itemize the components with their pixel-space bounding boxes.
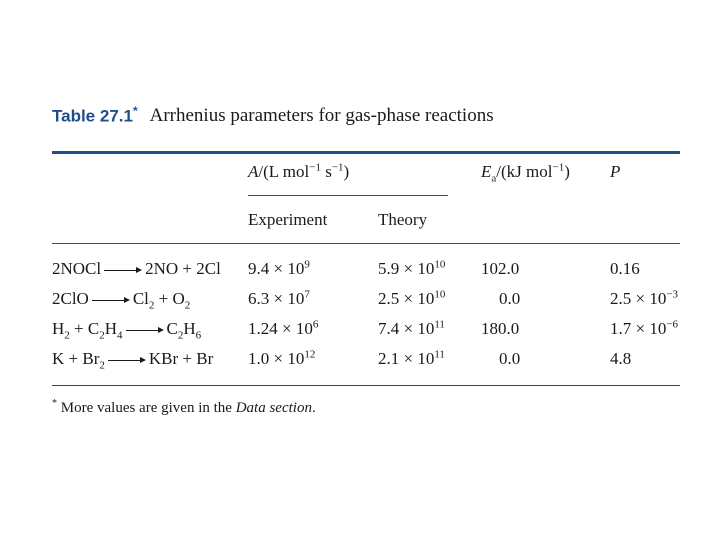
p-4: 4.8 — [610, 349, 632, 368]
header-experiment: Experiment — [248, 210, 328, 229]
table-caption — [52, 104, 494, 127]
ea-3: 180.0 — [481, 319, 520, 338]
reaction-4: $K + Br_2$ KBr + Br — [52, 349, 214, 372]
reaction-arrow-icon — [92, 300, 130, 301]
reaction-1: 2NOCl 2NO + 2Cl — [52, 259, 221, 278]
reaction-arrow-icon — [104, 270, 142, 271]
a-experiment-4: $1.0 \times 10^{12}$ — [248, 348, 316, 368]
reaction-2: 2ClO $Cl_2 + O_2$ — [52, 289, 191, 312]
a-theory-1: $5.9 \times 10^{10}$ — [378, 258, 446, 278]
ea-1: 102.0 — [481, 259, 520, 278]
p-2: $2.5 \times 10^{-3}$ — [610, 288, 679, 308]
a-theory-2: $2.5 \times 10^{10}$ — [378, 288, 446, 308]
header-a: A/(L mol$^{-1}$ $s^{-1}$) — [248, 161, 350, 181]
footnote: * More values are given in the Data section. — [52, 398, 316, 416]
a-experiment-1: $9.4 \times 10^9$ — [248, 258, 310, 278]
a-theory-4: $2.1 \times 10^{11}$ — [378, 348, 445, 368]
reaction-3: $H_2 + C_2H_4$ $C_2H_6$ — [52, 319, 202, 342]
ea-4: 0.0 — [499, 349, 521, 368]
p-1: 0.16 — [610, 259, 640, 278]
a-theory-3: $7.4 \times 10^{11}$ — [378, 318, 445, 338]
header-rule — [52, 243, 680, 244]
a-experiment-2: $6.3 \times 10^7$ — [248, 288, 310, 308]
p-3: $1.7 \times 10^{-6}$ — [610, 318, 679, 338]
top-rule — [52, 151, 680, 154]
reaction-arrow-icon — [126, 330, 164, 331]
reaction-arrow-icon — [108, 360, 146, 361]
header-ea: $E_a/(kJ$ mol$^{-1}$) — [481, 161, 570, 185]
ea-2: 0.0 — [499, 289, 521, 308]
bottom-rule — [52, 385, 680, 386]
header-theory: Theory — [378, 210, 428, 229]
header-p: P — [610, 162, 621, 181]
table-label: Table 27.1 — [52, 106, 133, 126]
table-title: Arrhenius parameters for gas-phase reactions — [149, 105, 494, 127]
caption-asterisk: * — [132, 104, 138, 118]
header-subrule — [248, 195, 448, 196]
a-experiment-3: $1.24 \times 10^6$ — [248, 318, 319, 338]
